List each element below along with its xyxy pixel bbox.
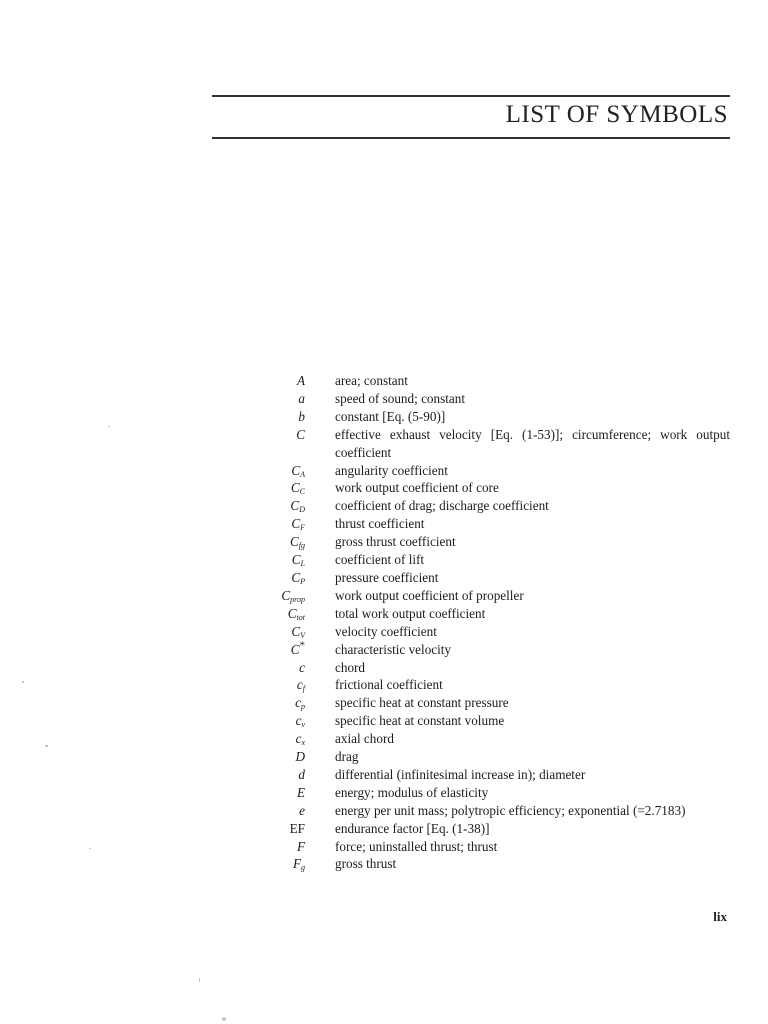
symbol-base: C [290,480,300,496]
symbol-description: coefficient of lift [335,552,425,568]
symbol-base: d [298,766,305,782]
symbol-base: c [299,659,305,675]
symbol-row [240,748,730,766]
symbol-description: drag [335,749,359,765]
symbol-row [240,623,730,641]
symbol-description: velocity coefficient [335,623,437,639]
symbol-row [240,372,730,390]
symbol [240,712,305,730]
symbol-base: D [295,749,305,765]
symbol-description: speed of sound; constant [335,390,466,406]
symbol [240,551,305,569]
symbol-subscript: f [302,684,305,694]
scan-speck [199,978,200,982]
symbol-subscript: C [299,487,305,497]
symbol-description: specific heat at constant pressure [335,695,509,711]
scan-speck [222,1017,226,1021]
symbol-base: c [295,695,301,711]
symbol-description: angularity coefficient [335,462,448,478]
symbol [240,426,305,444]
symbol-subscript: A [300,469,305,479]
symbol [240,748,305,766]
symbol-row [240,533,730,551]
symbol [240,784,305,802]
symbol-description: coefficient of drag; discharge coefficient [335,498,549,514]
symbol [240,497,305,515]
symbol-base: C [291,516,301,532]
symbol-description: axial chord [335,731,394,747]
symbol-base: F [296,838,305,854]
symbol-description: differential (infinitesimal increase in); diameter [335,766,586,782]
symbol-description: gross thrust coefficient [335,534,456,550]
symbol-description: frictional coefficient [335,677,443,693]
scan-speck [108,426,110,427]
symbol-base: C [281,587,291,603]
symbol-subscript: g [301,863,305,873]
symbol-base: C [291,569,301,585]
symbol-subscript: fg [298,541,305,551]
symbol-description: force; uninstalled thrust; thrust [335,838,498,854]
symbol [240,408,305,426]
symbol-row [240,569,730,587]
symbol-row [240,641,730,659]
scan-speck [45,745,48,747]
symbol-base: C [287,605,297,621]
symbol-subscript: tot [296,612,305,622]
symbol-base: C [290,641,300,657]
symbol-base: b [298,408,305,424]
symbol-description: characteristic velocity [335,641,452,657]
symbol-row [240,838,730,856]
symbol-base: e [299,802,305,818]
symbol [240,533,305,551]
symbol [240,838,305,856]
symbol-description: gross thrust [335,856,397,872]
symbol-base: C [291,623,301,639]
symbol [240,802,305,820]
symbol-row [240,515,730,533]
symbol [240,676,305,694]
symbol-base: c [296,677,303,693]
symbol-base: c [295,713,302,729]
symbol-description: energy per unit mass; polytropic efficiency; exponential (=2.7183) [335,802,686,818]
symbol [240,659,305,677]
symbol [240,479,305,497]
symbol-row [240,766,730,784]
symbol-superscript: * [299,639,305,652]
symbol-subscript: F [300,523,305,533]
symbol-description: endurance factor [Eq. (1-38)] [335,820,490,836]
symbol [240,372,305,390]
symbol-base: EF [289,820,305,836]
symbol [240,390,305,408]
symbol-row [240,855,730,873]
symbol-description: chord [335,659,366,675]
symbol-row [240,712,730,730]
symbol-description: specific heat at constant volume [335,713,505,729]
symbol [240,820,305,838]
symbol-row [240,390,730,408]
symbol [240,641,305,659]
symbol-row [240,659,730,677]
symbol-base: C [291,552,301,568]
symbol-row [240,497,730,515]
symbol-base: c [295,731,302,747]
symbol-row [240,479,730,497]
symbol-list [240,372,730,873]
page-title: LIST OF SYMBOLS [505,101,728,128]
symbol-subscript: D [299,505,305,515]
symbol [240,623,305,641]
symbol-description: thrust coefficient [335,516,425,532]
symbol-row [240,676,730,694]
scan-speck [89,848,91,849]
symbol-description: work output coefficient of propeller [335,587,524,603]
symbol-row [240,426,730,462]
symbol-row [240,730,730,748]
symbol-row [240,551,730,569]
symbol [240,766,305,784]
symbol [240,515,305,533]
symbol [240,462,305,480]
symbol-base: C [290,498,300,514]
symbol-description: total work output coefficient [335,605,486,621]
symbol-row [240,694,730,712]
symbol-row [240,408,730,426]
symbol-base: F [292,856,301,872]
symbol-description: work output coefficient of core [335,480,499,496]
symbol-base: a [298,390,305,406]
page-number: lix [713,909,727,924]
symbol-row [240,587,730,605]
symbol-subscript: L [300,559,305,569]
symbol-description: pressure coefficient [335,569,439,585]
symbol-base: C [291,462,301,478]
symbol [240,730,305,748]
symbol-row [240,605,730,623]
page-header [212,95,730,139]
symbol-subscript: P [300,576,305,586]
symbol-row [240,784,730,802]
symbol-base: E [296,784,305,800]
symbol [240,855,305,873]
symbol-subscript: x [301,738,305,748]
symbol [240,605,305,623]
symbol-subscript: V [300,630,305,640]
symbol-description: constant [Eq. (5-90)] [335,408,446,424]
symbol [240,587,305,605]
symbol-row [240,802,730,820]
symbol [240,694,305,712]
symbol-description: area; constant [335,373,408,388]
symbol [240,569,305,587]
symbol-description: effective exhaust velocity [Eq. (1-53)]; circumference; work output coefficient [335,426,730,460]
symbol-base: A [296,373,305,388]
symbol-subscript: v [301,720,305,730]
symbol-base: C [296,426,305,442]
symbol-row [240,462,730,480]
symbol-description: energy; modulus of elasticity [335,784,489,800]
symbol-subscript: prop [290,594,305,604]
symbol-row [240,820,730,838]
scan-speck [22,681,24,683]
symbol-subscript: p [301,702,305,712]
symbol-base: C [289,534,299,550]
